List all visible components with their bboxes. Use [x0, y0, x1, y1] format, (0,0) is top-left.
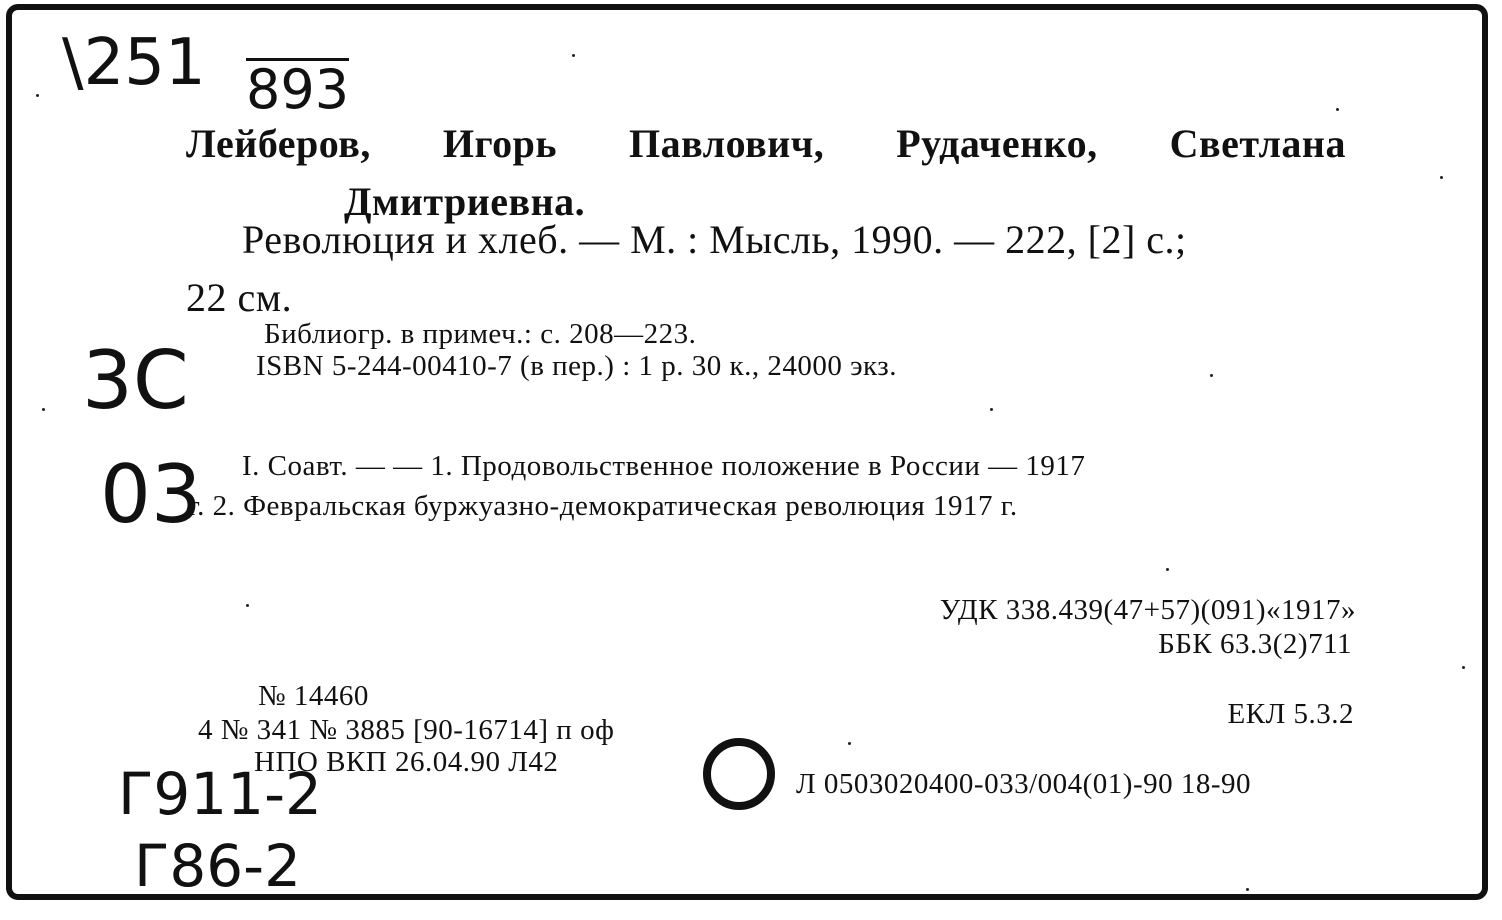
publisher-code: Л 0503020400-033/004(01)-90 18-90	[796, 768, 1252, 800]
isbn-line: ISBN 5-244-00410-7 (в пер.) : 1 р. 30 к., 24000 экз.	[256, 350, 897, 382]
print-line-3: НПО ВКП 26.04.90 Л42	[254, 746, 559, 778]
udk-code: УДК 338.439(47+57)(091)«1917»	[939, 594, 1356, 626]
scan-speck	[848, 742, 851, 745]
scan-speck	[36, 94, 39, 97]
circle-stamp-icon	[703, 738, 775, 810]
scan-speck	[1440, 176, 1443, 179]
subjects-line-2: г. 2. Февральская буржуазно-демократическая революция 1917 г.	[188, 490, 1018, 522]
scan-speck	[990, 408, 993, 411]
handwritten-code-2: 03	[100, 448, 202, 541]
handwritten-shelfmark: \251	[62, 26, 206, 100]
print-line-2: 4 № 341 № 3885 [90-16714] п оф	[198, 714, 615, 746]
scan-speck	[246, 604, 249, 607]
handwritten-code-1: 3C	[82, 334, 189, 427]
scan-speck	[1462, 666, 1465, 669]
handwritten-shelfmark-sub: 893	[246, 58, 350, 121]
author-continuation: Дмитриевна.	[344, 179, 586, 224]
ekl-code: ЕКЛ 5.3.2	[1227, 698, 1354, 730]
bbk-code: ББК 63.3(2)711	[1158, 628, 1352, 660]
author-word: Павлович,	[628, 121, 825, 166]
author-word: Игорь	[442, 121, 558, 166]
handwritten-inventory-2: Г86-2	[134, 832, 302, 900]
handwritten-inventory-1: Г911-2	[118, 760, 322, 828]
scan-speck	[42, 408, 45, 411]
title-line: Революция и хлеб. — М. : Мысль, 1990. — 222, [2] с.;	[242, 217, 1187, 262]
scan-speck	[1246, 888, 1249, 891]
author-line	[186, 120, 1346, 167]
bibliography-note: Библиогр. в примеч.: с. 208—223.	[264, 318, 697, 350]
scan-speck	[1336, 108, 1339, 111]
author-word: Светлана	[1169, 121, 1346, 166]
subjects-line-1: I. Соавт. — — 1. Продовольственное положение в России — 1917	[242, 450, 1086, 482]
physical-size: 22 см.	[186, 275, 293, 320]
author-word: Лейберов,	[186, 121, 371, 166]
author-word: Рудаченко,	[896, 121, 1098, 166]
print-number: № 14460	[258, 680, 369, 712]
scan-speck	[572, 54, 575, 57]
scan-speck	[1210, 374, 1213, 377]
scan-speck	[1166, 568, 1169, 571]
